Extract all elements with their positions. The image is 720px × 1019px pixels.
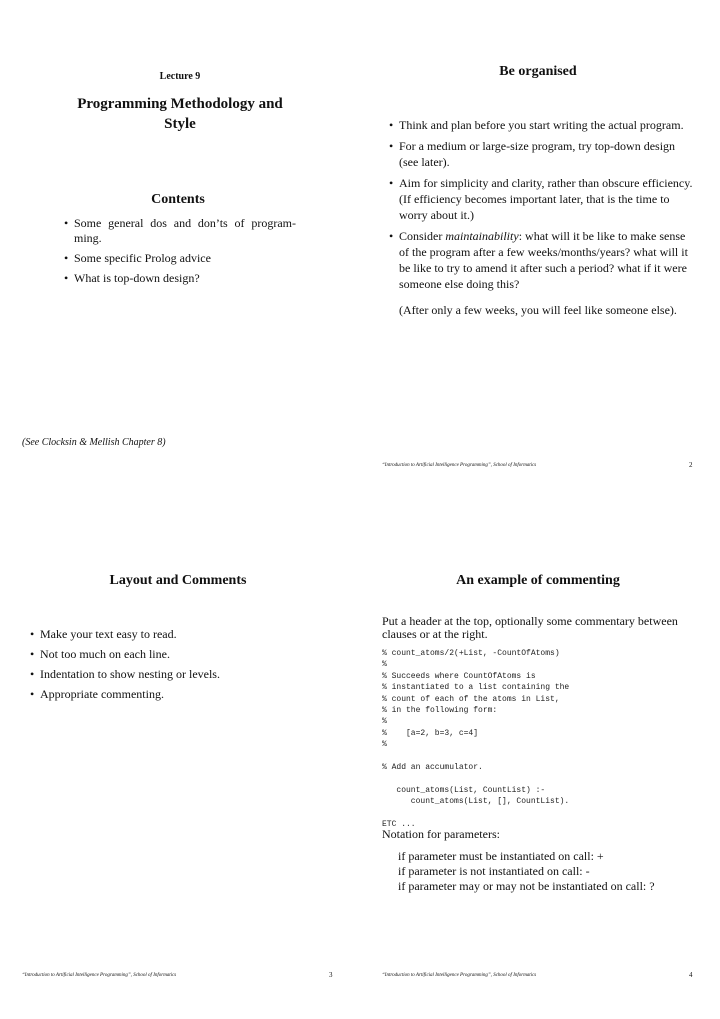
- bullet-list: [389, 117, 694, 297]
- lecture-title-line-2: Style: [164, 116, 196, 132]
- bullet-list: [30, 626, 330, 706]
- footer-text: “Introduction to Artificial Intelligence Programming”, School of Informatics: [382, 973, 537, 978]
- slide-title: Layout and Comments: [109, 573, 247, 588]
- bullet-item: • Indentation to show nesting or levels.: [30, 666, 330, 682]
- code-block: % count_atoms/2(+List, -CountOfAtoms) % % Succeeds where CountOfAtoms is % instantiated to a list containing the % count of each of the atoms in List, % in the following form: % % [a=2, b=3, c=4] % % Add an accumulator. count_atoms(List, CountList) :- count_atoms(List, [], CountList). ETC ...: [382, 649, 570, 830]
- footer-text: “Introduction to Artificial Intelligence Programming”, School of Informatics: [382, 463, 537, 468]
- page-number: 3: [329, 971, 333, 979]
- bullet-item: • For a medium or large-size program, try top-down design (see later).: [389, 138, 694, 170]
- page-number: 2: [689, 461, 693, 469]
- slide-title: An example of commenting: [456, 573, 620, 588]
- slide-title: Be organised: [499, 64, 577, 79]
- after-note: (After only a few weeks, you will feel like someone else).: [399, 303, 677, 317]
- bullet-suffix: : what will it be like to make sense of the program after a few weeks/months/years? what will it be like to try to amend it after such a period? what if it were someone else doing this?: [399, 229, 688, 291]
- lecture-title-line-1: Programming Methodology and: [77, 96, 283, 112]
- slide-3: [0, 510, 360, 1019]
- page-number: 4: [689, 971, 693, 979]
- bullet-item: • Make your text easy to read.: [30, 626, 330, 642]
- parameter-notation-item: if parameter is not instantiated on call: -: [398, 864, 590, 878]
- slide-4: [360, 510, 720, 1019]
- bullet-item: • Think and plan before you start writing the actual program.: [389, 117, 694, 133]
- slide-1: [0, 0, 360, 509]
- footer-text: “Introduction to Artificial Intelligence Programming”, School of Informatics: [22, 973, 177, 978]
- contents-item: • Some general dos and don’ts of program-ming.: [64, 216, 296, 246]
- lecture-title: [60, 94, 300, 134]
- parameter-notation-list: [398, 849, 655, 894]
- contents-heading: Contents: [151, 192, 205, 207]
- reference-note: (See Clocksin & Mellish Chapter 8): [22, 437, 166, 448]
- contents-item: • What is top-down design?: [64, 271, 296, 286]
- bullet-item: • Aim for simplicity and clarity, rather than obscure efficiency. (If efficiency becomes important later, that is the time to worry about it.): [389, 175, 694, 223]
- intro-text: Put a header at the top, optionally some commentary between clauses or at the right.: [382, 614, 678, 641]
- lecture-label: Lecture 9: [159, 71, 201, 82]
- slide-2: [360, 0, 720, 509]
- bullet-item: • Appropriate commenting.: [30, 686, 330, 702]
- parameter-notation-item: if parameter must be instantiated on call: +: [398, 849, 604, 863]
- bullet-prefix: Consider: [399, 229, 446, 243]
- notation-title: Notation for parameters:: [382, 827, 500, 841]
- parameter-notation-item: if parameter may or may not be instantiated on call: ?: [398, 879, 655, 893]
- bullet-item-maintainability: [389, 228, 694, 292]
- bullet-item: • Not too much on each line.: [30, 646, 330, 662]
- contents-item: • Some specific Prolog advice: [64, 251, 296, 266]
- contents-list: [64, 216, 296, 291]
- emphasis-maintainability: maintainability: [445, 229, 519, 243]
